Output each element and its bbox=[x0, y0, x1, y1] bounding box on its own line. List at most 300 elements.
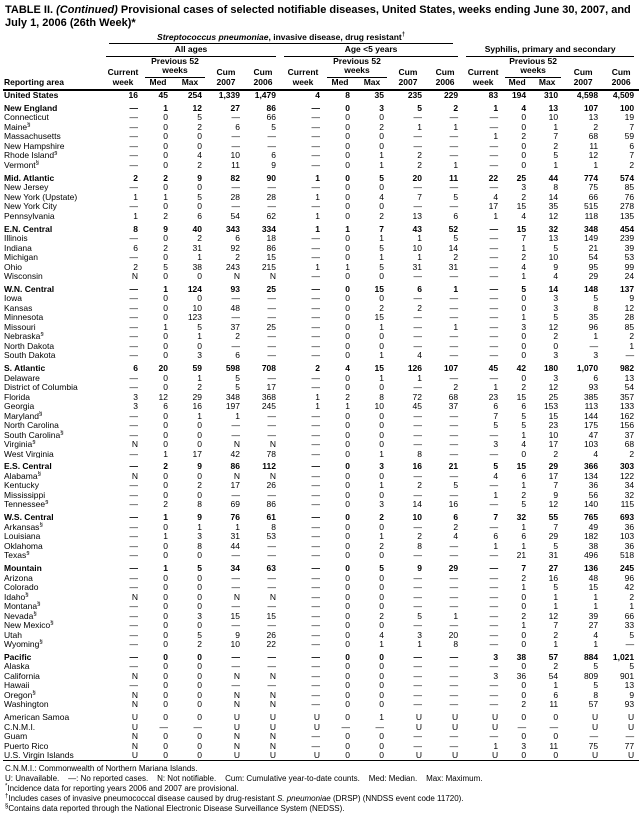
value-cell: 10 bbox=[230, 639, 240, 649]
value-cell: 0 bbox=[163, 470, 168, 481]
value-cell: — bbox=[489, 629, 499, 640]
value-cell: 6 bbox=[493, 401, 499, 412]
value-cell: — bbox=[129, 550, 138, 561]
reporting-area-cell: Texas§ bbox=[4, 550, 30, 561]
value-cell: 1 bbox=[493, 489, 499, 500]
value-cell: — bbox=[413, 470, 422, 481]
value-cell: 1 bbox=[163, 448, 168, 459]
value-cell: — bbox=[449, 550, 459, 561]
value-cell: 86 bbox=[266, 499, 276, 510]
value-cell: 1 bbox=[521, 312, 527, 323]
value-cell: — bbox=[129, 601, 138, 612]
value-cell: 66 bbox=[624, 610, 635, 621]
value-cell: 5 bbox=[197, 112, 202, 123]
value-cell: 0 bbox=[379, 680, 384, 691]
med-header: Med bbox=[331, 77, 349, 87]
value-cell: 112 bbox=[262, 461, 276, 472]
value-cell: 5 bbox=[553, 242, 559, 253]
value-cell: 0 bbox=[345, 140, 350, 151]
value-cell: 0 bbox=[345, 563, 350, 574]
value-cell: 42 bbox=[516, 363, 527, 374]
value-cell: — bbox=[589, 731, 599, 742]
value-cell: 13 bbox=[624, 680, 635, 691]
value-cell: — bbox=[449, 661, 459, 672]
value-cell: — bbox=[311, 112, 320, 123]
value-cell: 0 bbox=[345, 512, 350, 523]
reporting-area-cell: Indiana bbox=[4, 243, 32, 253]
value-cell: — bbox=[489, 331, 499, 342]
value-cell: 7 bbox=[629, 150, 635, 161]
value-cell: 2 bbox=[163, 499, 168, 510]
value-cell: 15 bbox=[230, 610, 240, 621]
value-cell: 29 bbox=[192, 391, 202, 402]
value-cell: 0 bbox=[553, 712, 559, 723]
value-cell: — bbox=[311, 521, 320, 532]
value-cell: 57 bbox=[588, 699, 599, 710]
value-cell: — bbox=[413, 410, 422, 421]
value-cell: — bbox=[129, 252, 138, 263]
value-cell: 135 bbox=[619, 210, 635, 221]
value-cell: 0 bbox=[379, 582, 384, 593]
value-cell: 0 bbox=[163, 131, 168, 142]
value-cell: 5 bbox=[593, 661, 599, 672]
value-cell: 0 bbox=[163, 582, 168, 593]
value-cell: 36 bbox=[624, 521, 635, 532]
value-cell: 0 bbox=[345, 191, 350, 202]
value-cell: 1 bbox=[417, 639, 422, 649]
table-row bbox=[3, 481, 639, 490]
value-cell: 2 bbox=[521, 610, 527, 621]
value-cell: 134 bbox=[583, 470, 599, 481]
value-cell: — bbox=[413, 321, 422, 332]
value-cell: — bbox=[489, 499, 499, 510]
value-cell: 1 bbox=[593, 159, 599, 170]
value-cell: 0 bbox=[197, 601, 202, 612]
value-cell: 1 bbox=[315, 172, 320, 183]
value-cell: 0 bbox=[379, 670, 384, 681]
value-cell: 53 bbox=[266, 531, 276, 542]
value-cell: — bbox=[311, 439, 320, 450]
value-cell: 6 bbox=[133, 242, 138, 253]
value-cell: 0 bbox=[163, 233, 168, 244]
value-cell: 39 bbox=[624, 242, 635, 253]
value-cell: 0 bbox=[163, 601, 168, 612]
value-cell: 68 bbox=[588, 131, 599, 142]
value-cell: — bbox=[267, 340, 276, 351]
value-cell: — bbox=[129, 103, 138, 113]
value-cell: U bbox=[452, 721, 459, 732]
value-cell: — bbox=[311, 601, 320, 612]
value-cell: 3 bbox=[379, 461, 384, 472]
value-cell: 0 bbox=[345, 150, 350, 161]
value-cell: 27 bbox=[588, 620, 599, 631]
value-cell: — bbox=[129, 680, 138, 691]
value-cell: 1,339 bbox=[218, 90, 240, 101]
table-row bbox=[3, 90, 639, 100]
value-cell: 5 bbox=[453, 233, 459, 244]
table-row bbox=[3, 592, 639, 601]
value-cell: 0 bbox=[163, 372, 168, 383]
value-cell: 0 bbox=[163, 340, 168, 351]
value-cell: 1 bbox=[453, 159, 459, 170]
table-row bbox=[3, 271, 639, 280]
value-cell: — bbox=[311, 150, 320, 161]
value-cell: — bbox=[489, 223, 499, 234]
value-cell: — bbox=[267, 651, 276, 662]
value-cell: 6 bbox=[553, 689, 559, 700]
value-cell: 8 bbox=[417, 540, 422, 551]
value-cell: — bbox=[413, 271, 422, 282]
table-row bbox=[3, 322, 639, 331]
value-cell: — bbox=[267, 140, 276, 151]
value-cell: 0 bbox=[521, 121, 527, 132]
value-cell: 4,598 bbox=[576, 90, 599, 101]
value-cell: 10 bbox=[548, 112, 559, 123]
value-cell: 76 bbox=[230, 512, 240, 523]
value-cell: 61 bbox=[266, 512, 276, 523]
value-cell: — bbox=[311, 350, 320, 361]
value-cell: 194 bbox=[511, 90, 527, 101]
value-cell: — bbox=[413, 740, 422, 751]
value-cell: 31 bbox=[230, 531, 240, 542]
value-cell: 15 bbox=[516, 223, 527, 234]
value-cell: — bbox=[311, 159, 320, 170]
value-cell: 9 bbox=[553, 489, 559, 500]
footnote-asterisk: *Incidence data for reporting years 2006 and 2007 are provisional. bbox=[5, 783, 239, 794]
reporting-area-cell: United States bbox=[4, 90, 59, 100]
value-cell: — bbox=[231, 340, 240, 351]
reporting-area-cell: C.N.M.I. bbox=[4, 722, 36, 732]
value-cell: 0 bbox=[197, 591, 202, 602]
value-cell: 1 bbox=[553, 601, 559, 612]
value-cell: 357 bbox=[619, 391, 635, 402]
value-cell: 8 bbox=[133, 223, 138, 234]
value-cell: — bbox=[489, 429, 499, 440]
table-row bbox=[3, 132, 639, 141]
reporting-area-cell: Pennsylvania bbox=[4, 211, 55, 221]
value-cell: 0 bbox=[163, 382, 168, 393]
value-cell: — bbox=[129, 629, 138, 640]
value-cell: — bbox=[413, 550, 422, 561]
value-cell: 1 bbox=[553, 639, 559, 649]
value-cell: 4 bbox=[315, 90, 320, 101]
value-cell: — bbox=[311, 382, 320, 393]
value-cell: 21 bbox=[448, 461, 459, 472]
value-cell: — bbox=[311, 420, 320, 431]
value-cell: — bbox=[311, 331, 320, 342]
value-cell: 0 bbox=[197, 271, 202, 282]
value-cell: 0 bbox=[163, 252, 168, 263]
value-cell: 0 bbox=[197, 651, 202, 662]
value-cell: 16 bbox=[192, 401, 202, 412]
value-cell: — bbox=[413, 689, 422, 700]
value-cell: 0 bbox=[345, 750, 350, 761]
value-cell: — bbox=[489, 591, 499, 602]
value-cell: — bbox=[311, 670, 320, 681]
value-cell: 0 bbox=[521, 731, 527, 742]
value-cell: 63 bbox=[266, 563, 276, 574]
value-cell: 0 bbox=[345, 582, 350, 593]
value-cell: 1 bbox=[197, 331, 202, 342]
value-cell: — bbox=[267, 572, 276, 583]
value-cell: 5 bbox=[553, 582, 559, 593]
value-cell: 1 bbox=[593, 591, 599, 602]
value-cell: 4 bbox=[521, 103, 527, 113]
value-cell: — bbox=[489, 480, 499, 491]
value-cell: 1 bbox=[379, 159, 384, 170]
value-cell: — bbox=[267, 601, 276, 612]
value-cell: 0 bbox=[345, 531, 350, 542]
value-cell: — bbox=[231, 620, 240, 631]
value-cell: U bbox=[233, 721, 240, 732]
value-cell: — bbox=[413, 661, 422, 672]
value-cell: 48 bbox=[230, 302, 240, 313]
table-row bbox=[3, 252, 639, 261]
value-cell: — bbox=[449, 429, 459, 440]
value-cell: 0 bbox=[163, 331, 168, 342]
value-cell: 0 bbox=[379, 382, 384, 393]
value-cell: 0 bbox=[379, 572, 384, 583]
value-cell: 7 bbox=[629, 121, 635, 132]
value-cell: 0 bbox=[163, 540, 168, 551]
value-cell: 0 bbox=[345, 103, 350, 113]
value-cell: U bbox=[628, 712, 635, 723]
value-cell: 229 bbox=[443, 90, 459, 101]
value-cell: N bbox=[233, 271, 240, 282]
table-row bbox=[3, 560, 639, 573]
value-cell: 21 bbox=[588, 242, 599, 253]
table-row bbox=[3, 303, 639, 312]
value-cell: — bbox=[267, 350, 276, 361]
value-cell: 2 bbox=[379, 540, 384, 551]
value-cell: 12 bbox=[588, 150, 599, 161]
value-cell: 0 bbox=[163, 312, 168, 323]
value-cell: 6 bbox=[593, 372, 599, 383]
value-cell: 54 bbox=[548, 670, 559, 681]
value-cell: 35 bbox=[588, 312, 599, 323]
reporting-area-cell: Colorado bbox=[4, 582, 39, 592]
value-cell: 0 bbox=[521, 150, 527, 161]
value-cell: N bbox=[233, 740, 240, 751]
value-cell: 5 bbox=[197, 321, 202, 332]
value-cell: 0 bbox=[163, 620, 168, 631]
value-cell: 35 bbox=[374, 90, 384, 101]
value-cell: 21 bbox=[516, 550, 527, 561]
value-cell: — bbox=[449, 331, 459, 342]
value-cell: N bbox=[233, 439, 240, 450]
value-cell: 1 bbox=[629, 340, 635, 351]
value-cell: 1 bbox=[593, 601, 599, 612]
value-cell: — bbox=[489, 312, 499, 323]
value-cell: 0 bbox=[379, 140, 384, 151]
value-cell: 9 bbox=[163, 223, 168, 234]
value-cell: 10 bbox=[230, 150, 240, 161]
reporting-area-cell: Louisiana bbox=[4, 531, 41, 542]
value-cell: — bbox=[311, 689, 320, 700]
value-cell: 0 bbox=[345, 610, 350, 621]
value-cell: N bbox=[131, 670, 138, 681]
value-cell: 22 bbox=[488, 172, 499, 183]
value-cell: 12 bbox=[624, 302, 635, 313]
reporting-area-cell: Idaho§ bbox=[4, 591, 29, 602]
value-cell: 496 bbox=[583, 550, 599, 561]
value-cell: 1 bbox=[163, 321, 168, 332]
value-cell: — bbox=[449, 271, 459, 282]
value-cell: 3 bbox=[553, 372, 559, 383]
table-row bbox=[3, 611, 639, 620]
table-row bbox=[3, 458, 639, 471]
value-cell: 0 bbox=[163, 731, 168, 742]
value-cell: — bbox=[489, 340, 499, 351]
value-cell: 0 bbox=[345, 121, 350, 132]
footnote-section: §Contains data reported through the National Electronic Disease Surveillance System (NEDSS). bbox=[5, 803, 345, 814]
cum-2007-header: Cum 2007 bbox=[398, 67, 418, 87]
footnote-cnmi: C.N.M.I.: Commonwealth of Northern Mariana Islands. bbox=[5, 764, 198, 774]
value-cell: 36 bbox=[588, 480, 599, 491]
value-cell: 1 bbox=[521, 521, 527, 532]
value-cell: 1 bbox=[163, 103, 168, 113]
value-cell: 0 bbox=[197, 489, 202, 500]
value-cell: 1 bbox=[163, 283, 168, 294]
value-cell: 8 bbox=[593, 689, 599, 700]
value-cell: 0 bbox=[163, 350, 168, 361]
value-cell: — bbox=[129, 420, 138, 431]
value-cell: — bbox=[489, 680, 499, 691]
value-cell: 1 bbox=[553, 680, 559, 691]
value-cell: 0 bbox=[345, 429, 350, 440]
value-cell: 0 bbox=[163, 429, 168, 440]
value-cell: — bbox=[489, 563, 499, 574]
table-row bbox=[3, 341, 639, 350]
value-cell: 3 bbox=[197, 610, 202, 621]
value-cell: — bbox=[311, 293, 320, 304]
cum-2007-header: Cum 2007 bbox=[573, 67, 593, 87]
value-cell: 4 bbox=[379, 191, 384, 202]
value-cell: N bbox=[131, 439, 138, 450]
value-cell: — bbox=[129, 651, 138, 662]
value-cell: 182 bbox=[583, 531, 599, 542]
value-cell: — bbox=[449, 540, 459, 551]
value-cell: N bbox=[131, 740, 138, 751]
value-cell: 0 bbox=[521, 140, 527, 151]
value-cell: 6 bbox=[521, 470, 527, 481]
value-cell: 24 bbox=[624, 271, 635, 282]
value-cell: 3 bbox=[197, 531, 202, 542]
value-cell: — bbox=[489, 601, 499, 612]
value-cell: N bbox=[131, 699, 138, 710]
value-cell: 8 bbox=[553, 182, 559, 193]
value-cell: — bbox=[449, 470, 459, 481]
value-cell: 0 bbox=[345, 172, 350, 183]
value-cell: 6 bbox=[133, 363, 138, 374]
value-cell: 1 bbox=[197, 372, 202, 383]
value-cell: N bbox=[269, 740, 276, 751]
table-row bbox=[3, 573, 639, 582]
value-cell: — bbox=[311, 572, 320, 583]
value-cell: 6 bbox=[629, 140, 635, 151]
value-cell: — bbox=[311, 639, 320, 649]
value-cell: 809 bbox=[583, 670, 599, 681]
value-cell: 368 bbox=[261, 391, 276, 402]
value-cell: — bbox=[129, 112, 138, 123]
value-cell: — bbox=[129, 410, 138, 421]
value-cell: — bbox=[449, 112, 459, 123]
value-cell: 0 bbox=[163, 680, 168, 691]
value-cell: 4 bbox=[493, 191, 499, 202]
value-cell: N bbox=[131, 591, 138, 602]
value-cell: U bbox=[269, 750, 276, 761]
value-cell: 1 bbox=[163, 563, 168, 574]
value-cell: — bbox=[413, 731, 422, 742]
value-cell: — bbox=[311, 610, 320, 621]
value-cell: — bbox=[449, 572, 459, 583]
value-cell: 0 bbox=[345, 293, 350, 304]
value-cell: 11 bbox=[589, 140, 599, 151]
value-cell: — bbox=[413, 521, 422, 532]
value-cell: 1 bbox=[417, 252, 422, 263]
value-cell: 85 bbox=[624, 321, 635, 332]
table-row bbox=[3, 430, 639, 439]
value-cell: — bbox=[449, 448, 459, 459]
value-cell: 4 bbox=[593, 629, 599, 640]
value-cell: 15 bbox=[548, 410, 559, 421]
value-cell: 35 bbox=[548, 201, 559, 212]
value-cell: 5 bbox=[521, 499, 527, 510]
table-row bbox=[3, 509, 639, 522]
value-cell: 1 bbox=[453, 610, 459, 621]
reporting-area-cell: New York City bbox=[4, 201, 57, 212]
table-header bbox=[3, 33, 639, 90]
table-row bbox=[3, 100, 639, 113]
value-cell: 3 bbox=[133, 401, 138, 412]
value-cell: — bbox=[129, 140, 138, 151]
value-cell: 6 bbox=[271, 150, 276, 161]
value-cell: 5 bbox=[453, 191, 459, 202]
value-cell: 0 bbox=[521, 112, 527, 123]
value-cell: 0 bbox=[197, 699, 202, 710]
value-cell: — bbox=[231, 420, 240, 431]
value-cell: — bbox=[267, 331, 276, 342]
value-cell: — bbox=[231, 601, 240, 612]
value-cell: 901 bbox=[619, 670, 635, 681]
cum-2006-header: Cum 2006 bbox=[253, 67, 273, 87]
value-cell: 118 bbox=[584, 210, 599, 221]
value-cell: 3 bbox=[493, 651, 499, 662]
value-cell: — bbox=[449, 293, 459, 304]
value-cell: 0 bbox=[379, 521, 384, 532]
value-cell: — bbox=[231, 112, 240, 123]
value-cell: — bbox=[129, 512, 138, 523]
value-cell: 515 bbox=[583, 201, 599, 212]
value-cell: 0 bbox=[197, 680, 202, 691]
value-cell: 4 bbox=[417, 350, 422, 361]
table-row bbox=[3, 732, 639, 741]
value-cell: 5 bbox=[379, 261, 384, 272]
table-row bbox=[3, 490, 639, 499]
value-cell: 27 bbox=[230, 103, 240, 113]
value-cell: 2 bbox=[553, 331, 559, 342]
value-cell: 9 bbox=[629, 689, 635, 700]
value-cell: — bbox=[489, 448, 499, 459]
value-cell: N bbox=[131, 689, 138, 700]
value-cell: 124 bbox=[187, 283, 202, 294]
value-cell: 1 bbox=[417, 121, 422, 132]
value-cell: 6 bbox=[453, 512, 459, 523]
value-cell: 123 bbox=[187, 312, 202, 323]
value-cell: 1 bbox=[235, 410, 240, 421]
value-cell: 7 bbox=[553, 521, 559, 532]
strep-dagger: † bbox=[401, 32, 406, 39]
